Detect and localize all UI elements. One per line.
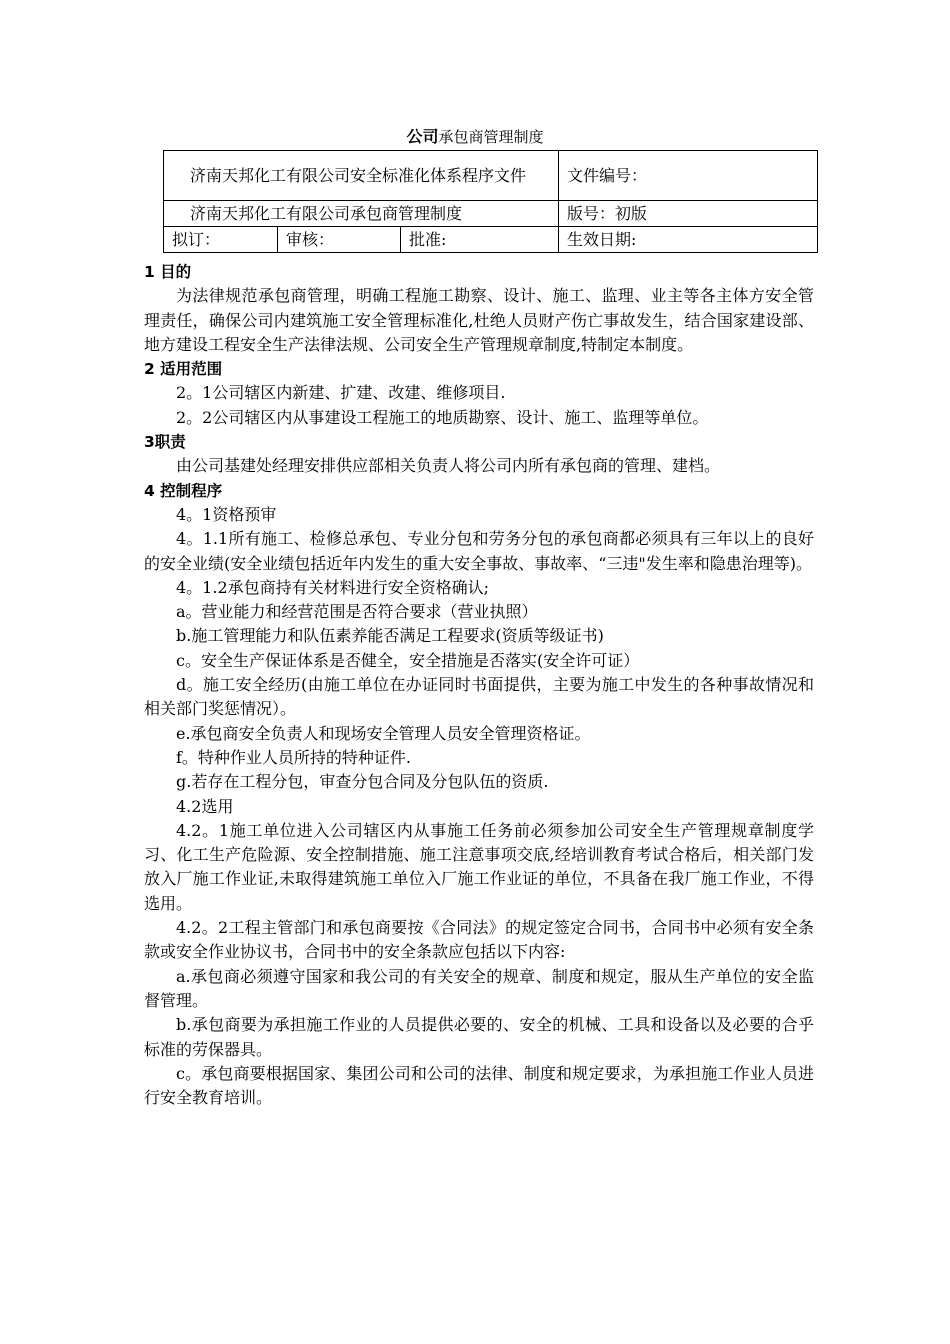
review-label: 审核： <box>278 227 401 253</box>
title-bold: 公司 <box>406 127 439 146</box>
section-heading: 4 控制程序 <box>144 481 223 500</box>
list-item: b.承包商要为承担施工作业的人员提供必要的、安全的机械、工具和设备以及必要的合乎标准的劳保器具。 <box>144 1015 814 1059</box>
regulation-name: 济南天邦化工有限公司承包商管理制度 <box>164 201 559 227</box>
list-item: e.承包商安全负责人和现场安全管理人员安全管理资格证。 <box>176 723 591 743</box>
paragraph: 由公司基建处经理安排供应部相关负责人将公司内所有承包商的管理、建档。 <box>176 456 721 476</box>
list-item: a。营业能力和经营范围是否符合要求（营业执照） <box>176 602 538 622</box>
doc-number-label: 文件编号： <box>559 151 818 201</box>
paragraph: 4。1.2承包商持有关材料进行安全资格确认; <box>176 577 490 597</box>
paragraph: 为法律规范承包商管理，明确工程施工勘察、设计、施工、监理、业主等各主体方安全管理责任，确保公司内建筑施工安全管理标准化,杜绝人员财产伤亡事故发生，结合国家建设部、地方建设工程安全生产法律法规、公司安全生产管理规章制度,特制定本制度。 <box>144 286 814 354</box>
paragraph: 4.2选用 <box>176 796 234 816</box>
list-item: f。特种作业人员所持的特种证件. <box>176 747 412 767</box>
paragraph: 2。1公司辖区内新建、扩建、改建、维修项目. <box>176 383 506 403</box>
header-table <box>163 150 818 253</box>
document-title <box>0 126 950 148</box>
list-item: c。承包商要根据国家、集团公司和公司的法律、制度和规定要求，为承担施工作业人员进行安全教育培训。 <box>144 1063 814 1108</box>
paragraph: 4。1.1所有施工、检修总承包、专业分包和劳务分包的承包商都必须具有三年以上的良好的安全业绩(安全业绩包括近年内发生的重大安全事故、事故率、“三违"发生率和隐患治理等)。 <box>144 529 814 573</box>
paragraph: 4.2。2工程主管部门和承包商要按《合同法》的规定签定合同书，合同书中必须有安全条款或安全作业协议书，合同书中的安全条款应包括以下内容: <box>144 918 814 962</box>
paragraph: 4.2。1施工单位进入公司辖区内从事施工任务前必须参加公司安全生产管理规章制度学习、化工生产危险源、安全控制措施、施工注意事项交底,经培训教育考试合格后，相关部门发放入厂施工作业证,未取得建筑施工单位入厂施工作业证的单位，不具备在我厂施工作业，不得选用。 <box>144 820 814 913</box>
header-row-3 <box>164 227 818 253</box>
list-item: g.若存在工程分包，审查分包合同及分包队伍的资质. <box>176 772 549 792</box>
paragraph: 4。1资格预审 <box>176 504 277 524</box>
section-heading: 1 目的 <box>144 263 192 281</box>
paragraph: 2。2公司辖区内从事建设工程施工的地质勘察、设计、施工、监理等单位。 <box>176 407 709 427</box>
effective-date-label: 生效日期: <box>559 227 818 253</box>
list-item: b.施工管理能力和队伍素养能否满足工程要求(资质等级证书) <box>176 626 604 646</box>
approve-label: 批准: <box>401 227 559 253</box>
version-label: 版号：初版 <box>559 201 818 227</box>
header-row-2 <box>164 201 818 227</box>
header-row-1 <box>164 151 818 201</box>
list-item: a.承包商必须遵守国家和我公司的有关安全的规章、制度和规定，服从生产单位的安全监督管理。 <box>144 966 814 1010</box>
title-rest: 承包商管理制度 <box>438 128 544 146</box>
list-item: c。安全生产保证体系是否健全，安全措施是否落实(安全许可证） <box>176 650 640 670</box>
system-doc-title: 济南天邦化工有限公司安全标准化体系程序文件 <box>164 151 559 201</box>
document-body <box>144 260 814 1110</box>
section-heading: 3职责 <box>144 433 186 452</box>
section-heading: 2 适用范围 <box>144 360 223 379</box>
draft-label: 拟订： <box>164 227 278 253</box>
list-item: d。施工安全经历(由施工单位在办证同时书面提供，主要为施工中发生的各种事故情况和相关部门奖惩情况）。 <box>144 675 814 719</box>
